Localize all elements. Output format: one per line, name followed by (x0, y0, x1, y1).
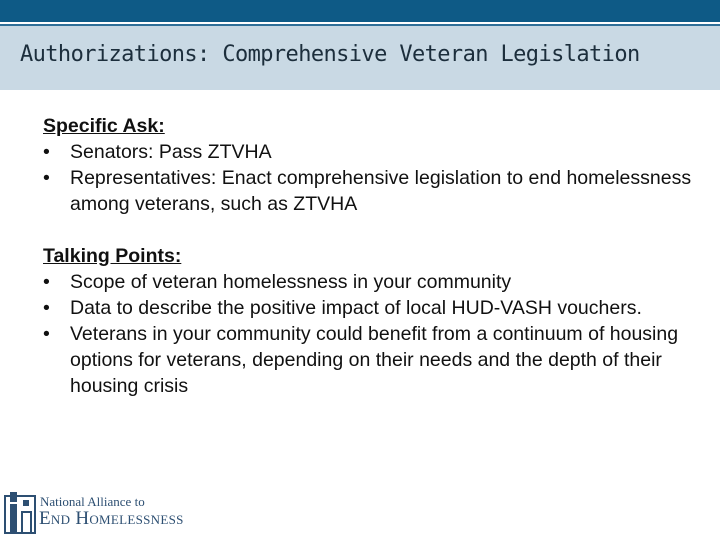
talking-points-heading: Talking Points: (43, 245, 182, 267)
bullet-text: Data to describe the positive impact of local HUD-VASH vouchers. (70, 297, 642, 319)
bullet-text: Representatives: Enact comprehensive legislation to end homelessness among veterans, such as ZTVHA (70, 167, 692, 215)
bullet-text: Scope of veteran homelessness in your community (70, 271, 512, 293)
logo-text-line1: National Alliance to (40, 494, 145, 509)
specific-ask-list (43, 139, 693, 217)
logo-text-line2: End Homelessness (39, 508, 184, 529)
section-gap (43, 217, 693, 243)
list-item (43, 295, 693, 321)
slide-title: Authorizations: Comprehensive Veteran Legislation (20, 42, 640, 67)
bullet-icon: • (43, 167, 50, 189)
bullet-icon: • (43, 271, 50, 293)
list-item (43, 139, 693, 165)
list-item (43, 321, 693, 399)
bullet-icon: • (43, 297, 50, 319)
organization-logo (4, 488, 194, 536)
list-item (43, 165, 693, 217)
specific-ask-heading: Specific Ask: (43, 115, 165, 137)
top-band (0, 0, 720, 22)
list-item (43, 269, 693, 295)
talking-points-list (43, 269, 693, 399)
bullet-icon: • (43, 141, 50, 163)
bullet-text: Veterans in your community could benefit from a continuum of housing options for veterans, depending on their needs and the depth of their housing crisis (70, 323, 679, 397)
bullet-text: Senators: Pass ZTVHA (70, 141, 272, 163)
slide-content (43, 113, 693, 399)
house-outline-icon (4, 490, 36, 534)
bullet-icon: • (43, 323, 50, 345)
